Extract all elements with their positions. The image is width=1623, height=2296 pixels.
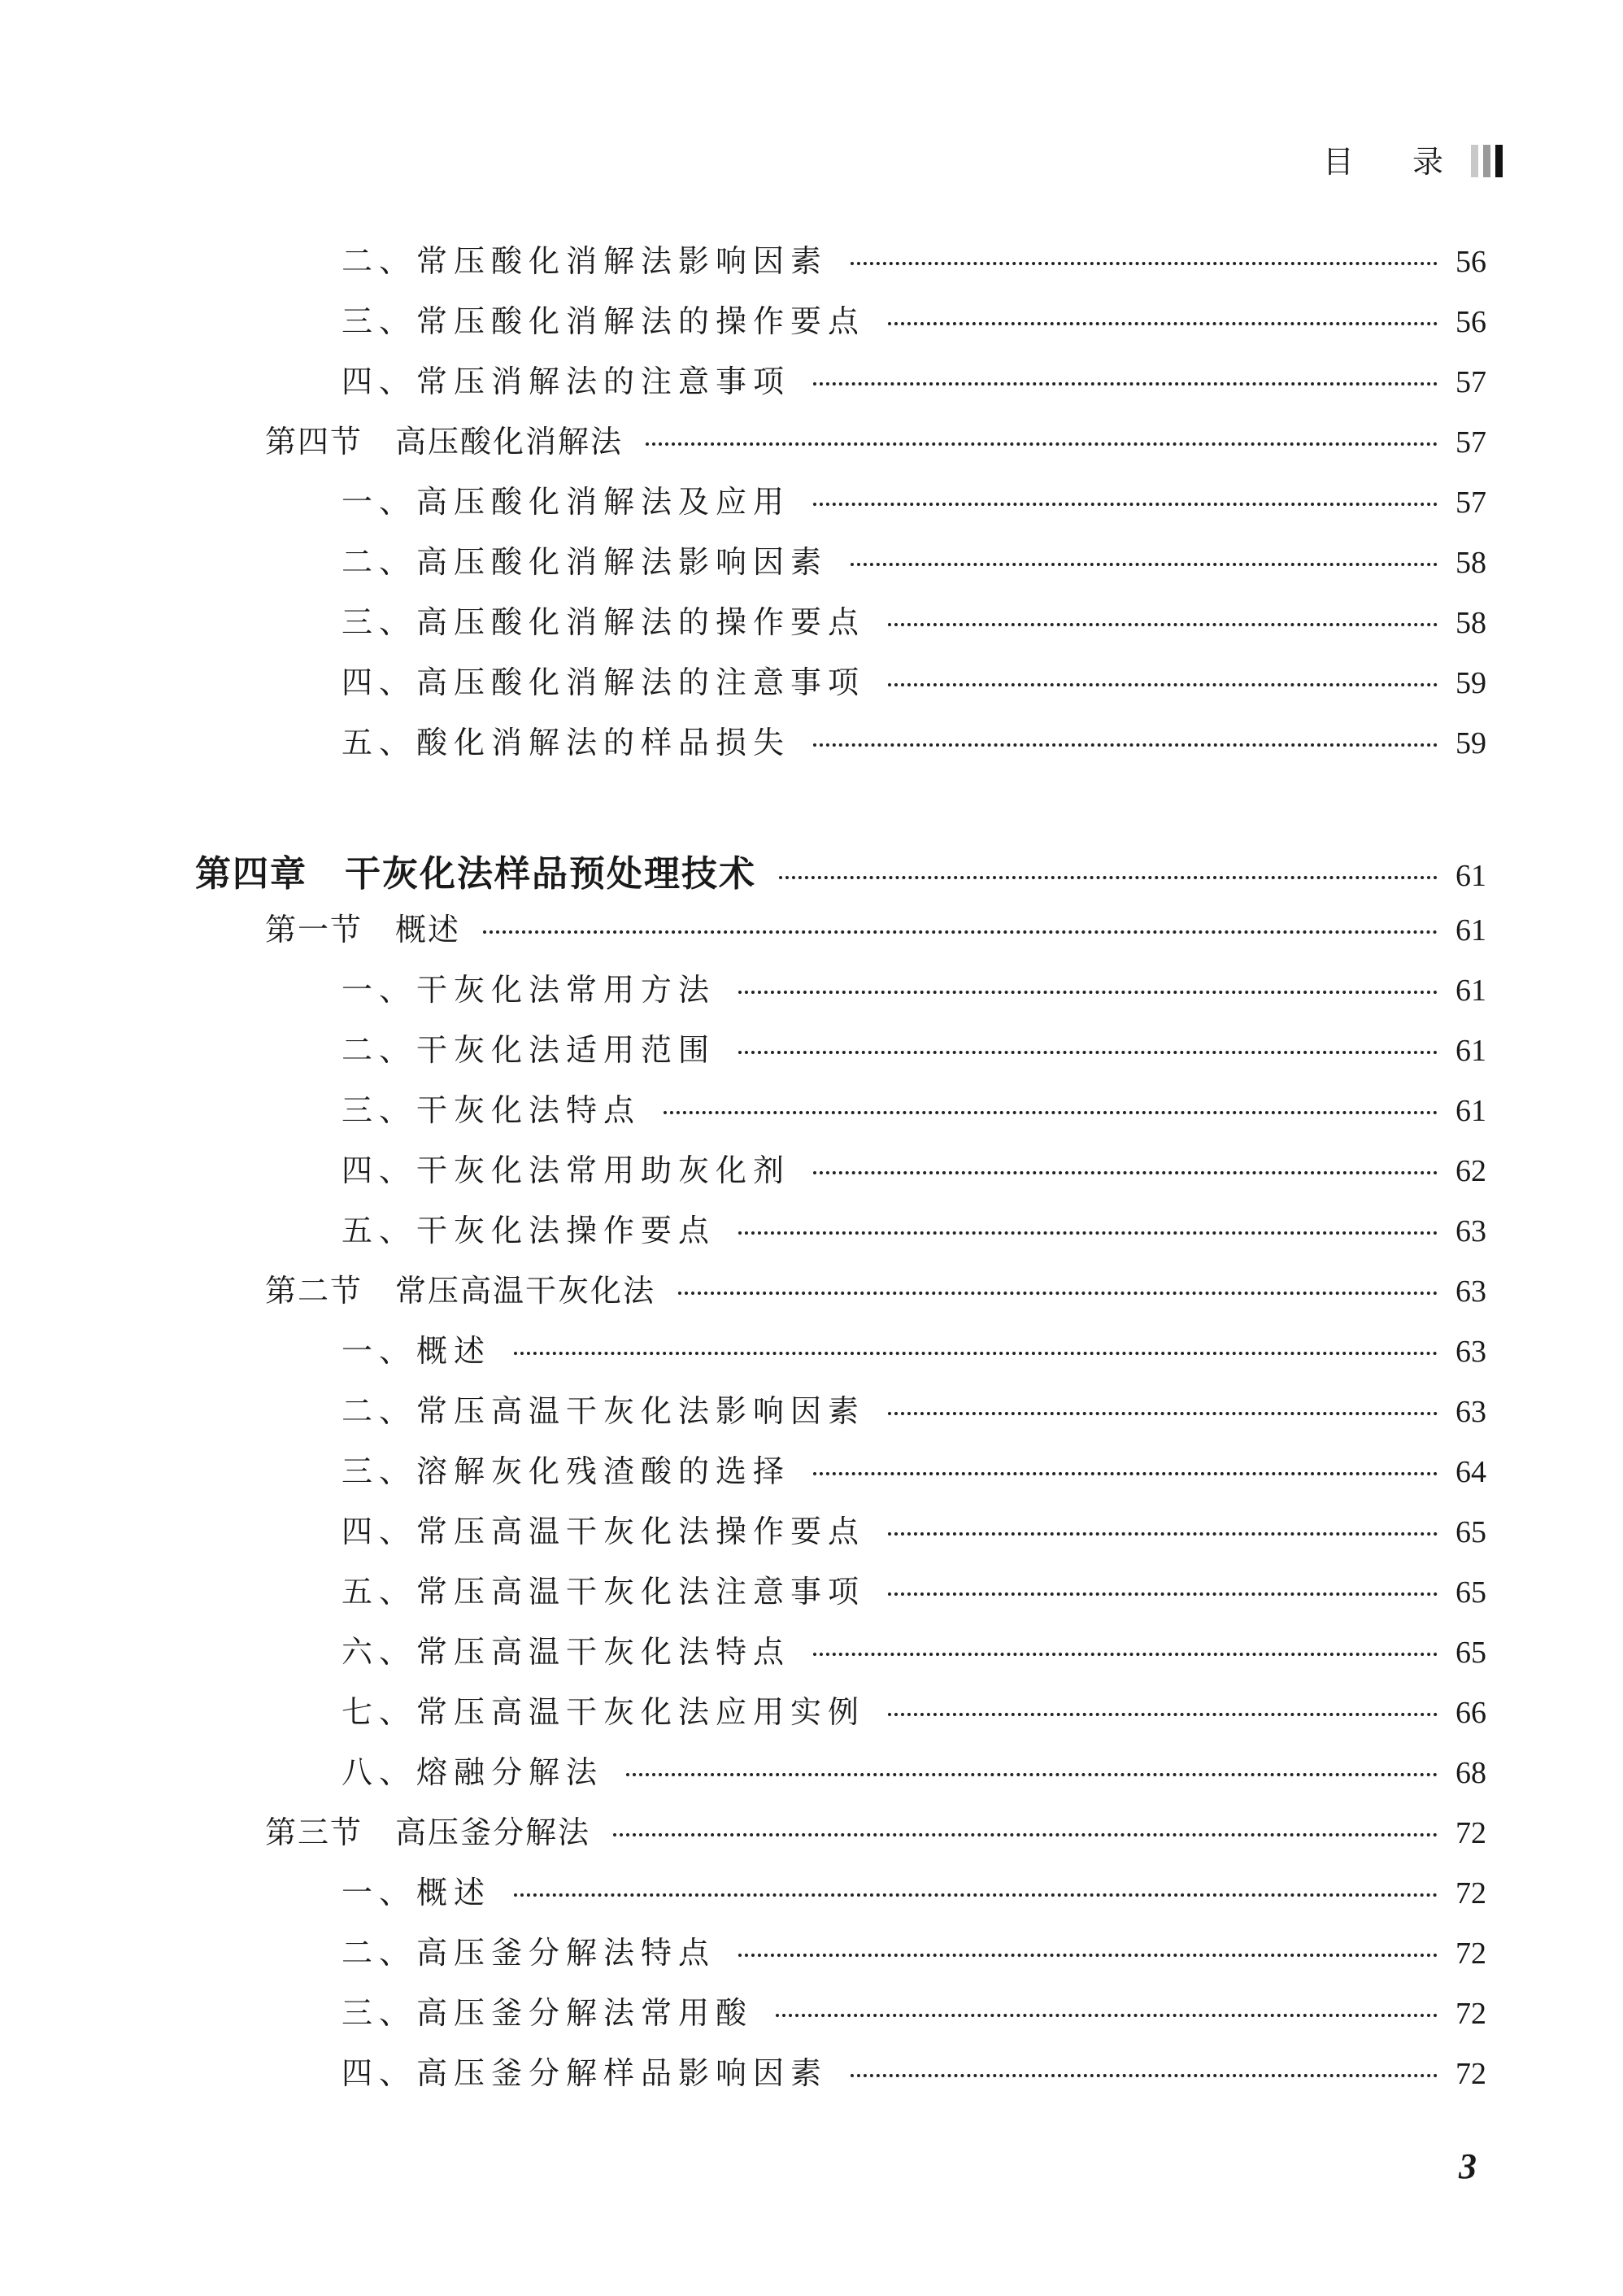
dot-leader bbox=[851, 563, 1438, 566]
toc-entry-title: 第四章 干灰化法样品预处理技术 bbox=[195, 853, 756, 895]
toc-entry-title: 八、熔融分解法 bbox=[342, 1754, 604, 1790]
dot-leader bbox=[646, 442, 1438, 446]
toc-entry-page: 72 bbox=[1455, 2057, 1486, 2091]
dot-leader bbox=[738, 1231, 1438, 1235]
toc-entry-title: 第四节 高压酸化消解法 bbox=[265, 424, 624, 460]
dot-leader bbox=[888, 1532, 1438, 1536]
toc-entry bbox=[342, 1025, 1486, 1070]
toc-entry-page: 58 bbox=[1455, 546, 1486, 580]
dot-leader bbox=[613, 1833, 1438, 1836]
toc-entry-title: 一、干灰化法常用方法 bbox=[342, 972, 716, 1008]
dot-leader bbox=[813, 503, 1438, 506]
toc-entry-title: 三、常压酸化消解法的操作要点 bbox=[342, 303, 866, 339]
toc-entry-page: 57 bbox=[1455, 486, 1486, 520]
toc-entry-page: 61 bbox=[1455, 913, 1486, 948]
dot-leader bbox=[664, 1111, 1438, 1114]
dot-leader bbox=[678, 1292, 1438, 1295]
dot-leader bbox=[888, 683, 1438, 686]
toc-entry-title: 三、高压酸化消解法的操作要点 bbox=[342, 604, 866, 640]
toc-entry bbox=[342, 356, 1486, 401]
toc-entry-page: 72 bbox=[1455, 1816, 1486, 1850]
toc-entry-title: 五、酸化消解法的样品损失 bbox=[342, 725, 791, 760]
toc-entry bbox=[342, 1085, 1486, 1130]
toc-entry-page: 72 bbox=[1455, 1937, 1486, 1971]
toc-entry bbox=[342, 597, 1486, 642]
toc-entry bbox=[342, 1506, 1486, 1551]
toc-entry-title: 三、干灰化法特点 bbox=[342, 1092, 642, 1128]
dot-leader bbox=[776, 2014, 1438, 2017]
toc-entry bbox=[342, 1326, 1486, 1370]
toc-entry bbox=[342, 1205, 1486, 1250]
toc-entry-title: 七、常压高温干灰化法应用实例 bbox=[342, 1694, 866, 1730]
dot-leader bbox=[888, 1713, 1438, 1716]
dot-leader bbox=[813, 1653, 1438, 1656]
page-number: 3 bbox=[1459, 2146, 1477, 2186]
dot-leader bbox=[888, 1592, 1438, 1596]
toc-entry bbox=[265, 1266, 1486, 1310]
bar-light bbox=[1471, 145, 1478, 177]
toc-entry bbox=[342, 1928, 1486, 1972]
toc-entry-title: 第三节 高压釜分解法 bbox=[265, 1815, 591, 1850]
toc-entry-title: 二、高压酸化消解法影响因素 bbox=[342, 544, 829, 580]
running-header bbox=[1323, 137, 1503, 181]
toc-entry-page: 63 bbox=[1455, 1335, 1486, 1369]
dot-leader bbox=[738, 1954, 1438, 1957]
toc-entry-page: 56 bbox=[1455, 305, 1486, 339]
dot-leader bbox=[851, 262, 1438, 265]
toc-entry bbox=[342, 965, 1486, 1009]
toc-entry bbox=[342, 1747, 1486, 1792]
toc-entry-page: 56 bbox=[1455, 245, 1486, 279]
dot-leader bbox=[779, 876, 1438, 879]
toc-entry-page: 65 bbox=[1455, 1575, 1486, 1610]
toc-entry-title: 四、干灰化法常用助灰化剂 bbox=[342, 1152, 791, 1188]
toc-entry-page: 61 bbox=[1455, 859, 1486, 893]
toc-entry-title: 四、常压高温干灰化法操作要点 bbox=[342, 1514, 866, 1549]
toc-entry-page: 68 bbox=[1455, 1756, 1486, 1790]
toc-entry-page: 63 bbox=[1455, 1395, 1486, 1429]
toc-entry bbox=[342, 296, 1486, 341]
toc-entry-page: 65 bbox=[1455, 1515, 1486, 1549]
toc-entry bbox=[342, 1687, 1486, 1732]
toc-entry-page: 63 bbox=[1455, 1214, 1486, 1248]
toc-entry-page: 72 bbox=[1455, 1876, 1486, 1910]
toc-entry-page: 61 bbox=[1455, 974, 1486, 1008]
header-title: 目 录 bbox=[1322, 144, 1468, 180]
toc-entry bbox=[342, 1867, 1486, 1912]
dot-leader bbox=[514, 1893, 1438, 1897]
toc-entry bbox=[265, 904, 1486, 949]
toc-entry bbox=[342, 657, 1486, 702]
toc-entry-page: 61 bbox=[1455, 1034, 1486, 1068]
bar-gray bbox=[1483, 145, 1490, 177]
toc-entry-page: 61 bbox=[1455, 1094, 1486, 1128]
toc-entry-title: 六、常压高温干灰化法特点 bbox=[342, 1634, 791, 1670]
toc-entry bbox=[342, 1988, 1486, 2032]
toc-entry bbox=[342, 1145, 1486, 1190]
toc-entry-page: 64 bbox=[1455, 1455, 1486, 1489]
toc-entry-title: 一、高压酸化消解法及应用 bbox=[342, 484, 791, 520]
toc-entry-title: 三、溶解灰化残渣酸的选择 bbox=[342, 1453, 791, 1489]
toc-entry-title: 五、干灰化法操作要点 bbox=[342, 1213, 716, 1248]
toc-entry-title: 二、常压高温干灰化法影响因素 bbox=[342, 1393, 866, 1429]
toc-entry bbox=[342, 1566, 1486, 1611]
dot-leader bbox=[626, 1773, 1438, 1776]
dot-leader bbox=[514, 1352, 1438, 1355]
toc-entry bbox=[342, 1627, 1486, 1671]
dot-leader bbox=[738, 1051, 1438, 1054]
toc-entry-title: 二、高压釜分解法特点 bbox=[342, 1935, 716, 1971]
toc-entry bbox=[195, 844, 1486, 896]
dot-leader bbox=[483, 930, 1438, 934]
toc-entry bbox=[342, 236, 1486, 281]
toc-entry bbox=[342, 537, 1486, 582]
toc-entry-page: 72 bbox=[1455, 1997, 1486, 2031]
toc-entry-page: 63 bbox=[1455, 1274, 1486, 1309]
toc-entry bbox=[342, 1386, 1486, 1431]
toc-entry-title: 四、高压酸化消解法的注意事项 bbox=[342, 664, 866, 700]
toc-entry-title: 三、高压釜分解法常用酸 bbox=[342, 1995, 754, 2031]
toc-entry-title: 第二节 常压高温干灰化法 bbox=[265, 1273, 656, 1309]
toc-entry bbox=[342, 1446, 1486, 1491]
toc-entry-title: 五、常压高温干灰化法注意事项 bbox=[342, 1574, 866, 1610]
dot-leader bbox=[813, 743, 1438, 747]
toc-entry-title: 第一节 概述 bbox=[265, 912, 461, 948]
toc-entry-page: 66 bbox=[1455, 1696, 1486, 1730]
toc-entry-title: 四、常压消解法的注意事项 bbox=[342, 364, 791, 399]
toc-entry-page: 57 bbox=[1455, 425, 1486, 460]
toc-entry bbox=[342, 477, 1486, 521]
dot-leader bbox=[888, 1412, 1438, 1415]
toc-entry bbox=[342, 717, 1486, 762]
toc-entry bbox=[265, 1807, 1486, 1852]
header-bars-icon bbox=[1471, 142, 1503, 177]
toc-entry-page: 59 bbox=[1455, 726, 1486, 760]
dot-leader bbox=[738, 991, 1438, 994]
dot-leader bbox=[813, 1472, 1438, 1475]
toc-entry-page: 58 bbox=[1455, 606, 1486, 640]
toc-entry-title: 二、干灰化法适用范围 bbox=[342, 1032, 716, 1068]
toc-entry-title: 二、常压酸化消解法影响因素 bbox=[342, 243, 829, 279]
toc-entry-title: 一、概述 bbox=[342, 1875, 492, 1910]
toc-entry-title: 一、概述 bbox=[342, 1333, 492, 1369]
toc-entry-page: 65 bbox=[1455, 1636, 1486, 1670]
toc-entry-page: 62 bbox=[1455, 1154, 1486, 1188]
bar-dark bbox=[1495, 145, 1503, 177]
toc-entry-page: 57 bbox=[1455, 365, 1486, 399]
dot-leader bbox=[813, 382, 1438, 386]
toc-entry bbox=[265, 416, 1486, 461]
dot-leader bbox=[813, 1171, 1438, 1174]
toc-entry-title: 四、高压釜分解样品影响因素 bbox=[342, 2055, 829, 2091]
dot-leader bbox=[851, 2074, 1438, 2077]
toc-entry-page: 59 bbox=[1455, 666, 1486, 700]
toc-entry bbox=[342, 2048, 1486, 2093]
dot-leader bbox=[888, 623, 1438, 626]
dot-leader bbox=[888, 322, 1438, 325]
